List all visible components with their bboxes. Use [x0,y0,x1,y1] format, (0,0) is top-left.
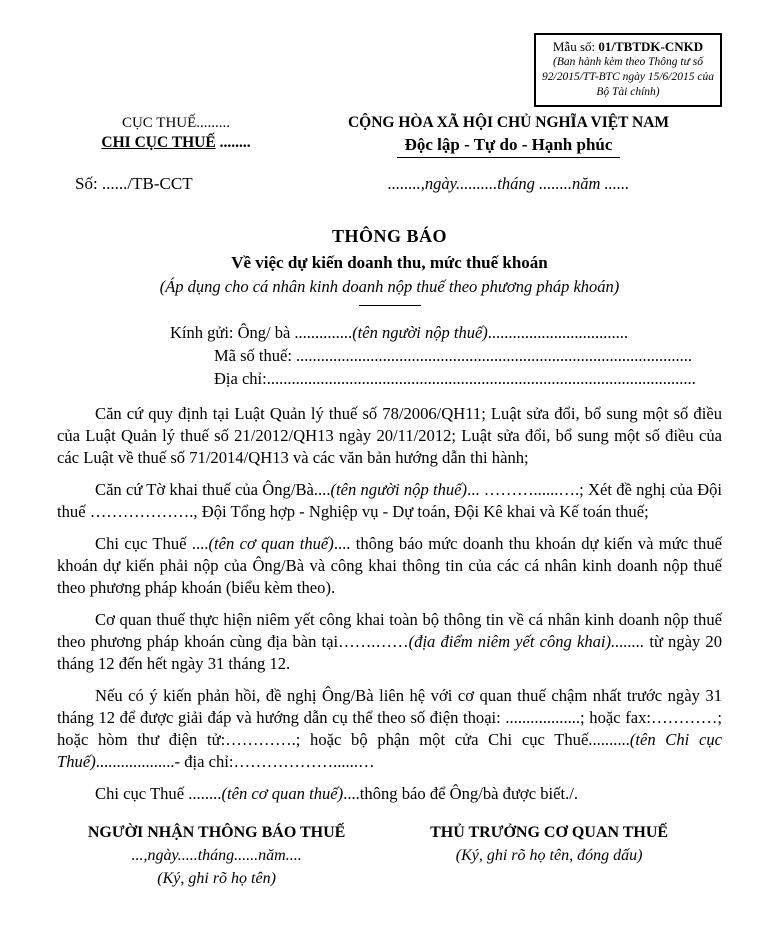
form-number-line [541,39,715,55]
body-paragraph-2 [57,479,722,523]
notice-scope: (Áp dụng cho cá nhân kinh doanh nộp thuế theo phương pháp khoán) [159,277,620,297]
receiver-sign-note: (Ký, ghi rõ họ tên) [157,869,276,887]
agency-head-sign-note: (Ký, ghi rõ họ tên, đóng dấu) [455,846,643,864]
field-hint: (tên cơ quan thuế) [221,784,344,804]
header [57,113,722,158]
issuing-agency-block [57,113,295,158]
national-header-block [295,113,722,158]
notice-title: THÔNG BÁO [331,226,447,247]
body-paragraph-6 [57,783,722,805]
paragraph-text: .... thông báo mức doanh thu khoán dự kiến và mức thuế khoán dự kiến phải nộp của Ông/Bà và công khai thông tin của các cá nhân kinh doanh nộp thuế theo phương pháp khoán (biểu kèm theo). [57,534,722,598]
paragraph-text: Căn cứ quy định tại Luật Quản lý thuế số 78/2006/QH11; Luật sửa đổi, bổ sung một số điều của Luật Quản lý thuế số 21/2012/QH13 ngày 20/11/2012; Luật sửa đổi, bổ sung một số điều của các Luật về thuế số 71/2014/QH13 và các văn bản hướng dẫn thi hành; [57,404,722,468]
recipient-salutation: Kính gửi: Ông/ bà .............. [170,323,353,343]
title-block [57,226,722,306]
signature-section [57,822,722,889]
tax-department-line: CỤC THUẾ......... [121,115,231,132]
paragraph-text: Chi cục Thuế ........ [95,784,222,804]
document-meta-row [57,174,722,194]
body-paragraph-3 [57,533,722,599]
agency-head-signature-block [376,822,722,889]
paragraph-text: ...................- địa chỉ:………………......… [95,752,375,772]
field-hint: (tên cơ quan thuế) [208,534,334,554]
receiver-title: NGƯỜI NHẬN THÔNG BÁO THUẾ [87,824,346,842]
form-number-value: 01/TBTDK-CNKD [598,39,704,54]
national-motto: Độc lập - Tự do - Hạnh phúc [397,135,621,158]
field-hint: (địa điểm niêm yết công khai)........ [408,632,645,652]
recipient-line-dots: .................................. [487,323,629,343]
date-place-line: ........,ngày..........tháng ........năm ...... [387,174,630,194]
document-number: Số: ....../TB-CCT [75,174,193,194]
title-divider-rule [359,305,421,306]
taxpayer-name-hint: (tên người nộp thuế) [352,323,488,343]
recipient-block [170,321,722,390]
form-issuance-note: (Ban hành kèm theo Thông tư số 92/2015/TT-BTC ngày 15/6/2015 của Bộ Tài chính) [542,56,714,99]
paragraph-text: Chi cục Thuế .... [95,534,209,554]
paragraph-text: ... ………......….; Xét đề nghị của Đội thuế ………………., Đội Tổng hợp - Nghiệp vụ - Dự toán, Đội Kê khai và Kế toán thuế; [57,480,722,522]
paragraph-text: từ ngày 20 tháng 12 đến hết ngày 31 tháng 12. [57,632,722,674]
receiver-date-line: ...,ngày.....tháng......năm.... [131,846,302,864]
tax-sub-department-dots: ........ [215,134,251,152]
form-number-box [534,33,722,107]
body-paragraph-4 [57,609,722,675]
paragraph-text: Nếu có ý kiến phản hồi, đề nghị Ông/Bà liên hệ với cơ quan thuế chậm nhất trước ngày 31 tháng 12 để được giải đáp và hướng dẫn cụ thể theo số điện thoại: ..................; hoặc fax:…………; hoặc hòm thư điện tử:………….; hoặc bộ phận một cửa Chi cục Thuế.......... [57,686,722,750]
national-title: CỘNG HÒA XÃ HỘI CHỦ NGHĨA VIỆT NAM [347,114,670,132]
address-line: Địa chỉ:........................................................................................................ [214,369,696,389]
receiver-signature-block [57,822,376,889]
tax-sub-department-line [57,133,295,154]
paragraph-text: Cơ quan thuế thực hiện niêm yết công khai toàn bộ thông tin về cá nhân kinh doanh nộp thuế theo phương pháp khoán cùng địa bàn tại…….…… [57,610,722,652]
body-paragraph-5 [57,685,722,773]
recipient-line [170,321,722,344]
form-number-label: Mẫu số: [552,39,599,54]
body-paragraph-1 [57,403,722,469]
paragraph-text: Căn cứ Tờ khai thuế của Ông/Bà.... [95,480,331,500]
agency-head-title: THỦ TRƯỞNG CƠ QUAN THUẾ [430,824,669,842]
field-hint: (tên người nộp thuế) [330,480,468,500]
paragraph-text: ....thông báo để Ông/bà được biết./. [343,784,579,804]
body-text [57,403,722,805]
tax-code-line: Mã số thuế: ................................................................................................ [214,346,693,366]
tax-sub-department-name: CHI CỤC THUẾ [101,134,216,152]
field-hint: (tên Chi cục Thuế) [57,730,722,772]
notice-subject: Về việc dự kiến doanh thu, mức thuế khoán [231,253,548,273]
